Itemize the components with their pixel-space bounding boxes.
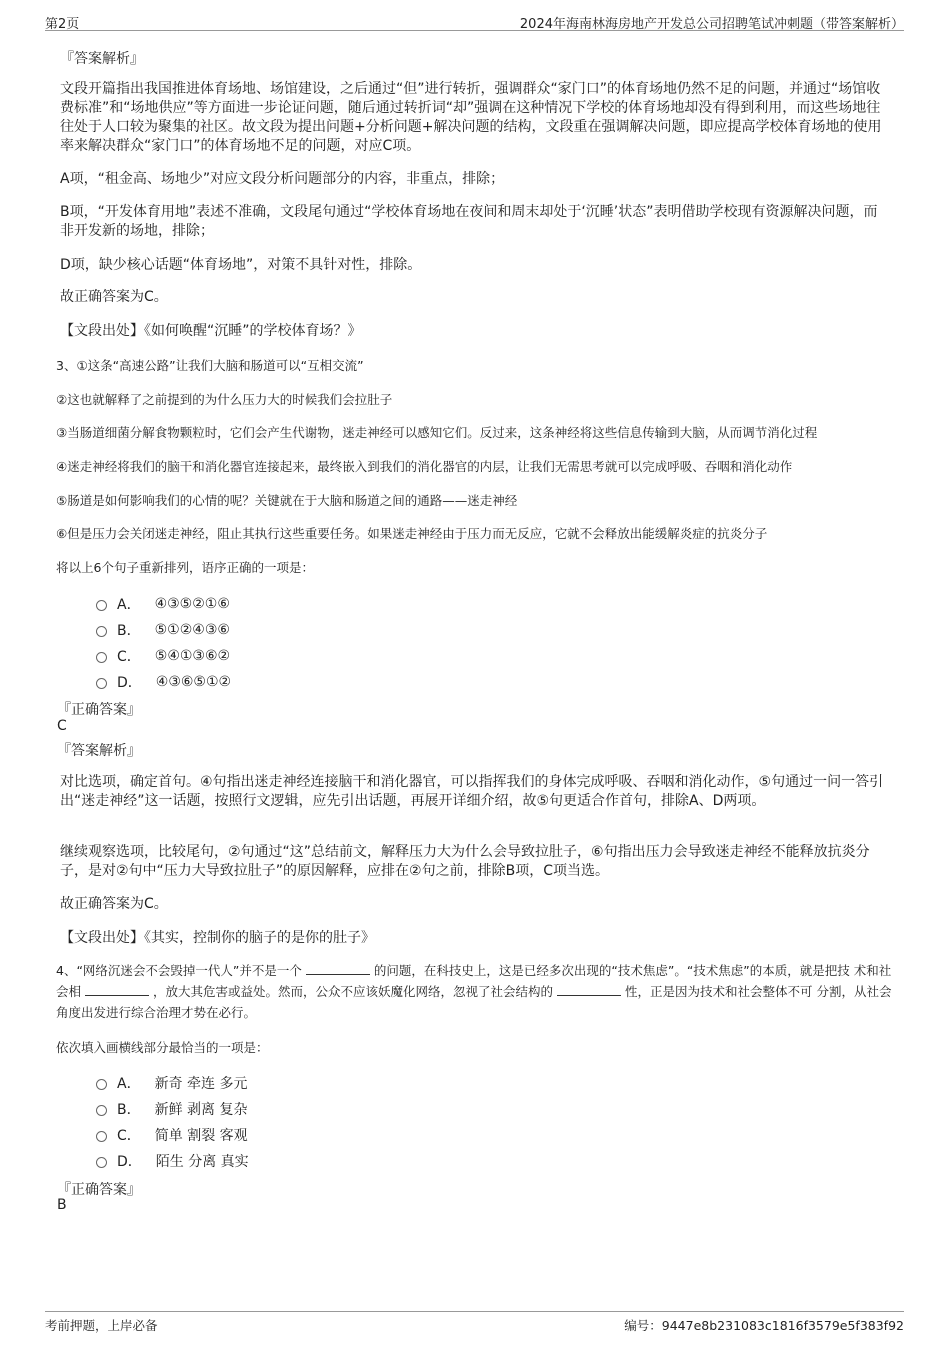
radio-icon[interactable] bbox=[96, 678, 107, 689]
analysis-paragraph: D项，缺少核心话题“体育场地”，对策不具针对性，排除。 bbox=[60, 257, 422, 273]
option-b[interactable]: B． 新鲜 剥离 复杂 bbox=[96, 1099, 248, 1119]
question-text: 4、“网络沉迷会不会毁掉一代人”并不是一个 的问题，在科技史上，这是已经多次出现的“技术焦虑”。“技术焦虑”的本质，就是把技 术和社会相 ，放大其危害或益处。然而，公众不应该妖魔化网络，忽视了社会结构的 性，正是因为技术和社会整体不可 分割，从社会角度出发进行综合治理才势在必行。 bbox=[56, 963, 892, 1020]
option-c[interactable]: C． ⑤④①③⑥② bbox=[96, 646, 230, 666]
page-number: 第2页 bbox=[45, 17, 80, 32]
question-prompt: 依次填入画横线部分最恰当的一项是： bbox=[56, 1040, 269, 1055]
blank-1 bbox=[306, 962, 370, 975]
radio-icon[interactable] bbox=[96, 1079, 107, 1090]
option-d[interactable]: D． 陌生 分离 真实 bbox=[96, 1151, 249, 1171]
radio-icon[interactable] bbox=[96, 1105, 107, 1116]
page-header bbox=[45, 8, 904, 31]
correct-answer: B bbox=[57, 1197, 67, 1213]
blank-2 bbox=[85, 983, 149, 996]
radio-icon[interactable] bbox=[96, 600, 107, 611]
analysis-paragraph: B项，“开发体育用地”表述不准确，文段尾句通过“学校体育场地在夜间和周末却处于‘沉睡’状态”表明借助学校现有资源解决问题，而非开发新的场地，排除； bbox=[60, 204, 878, 239]
option-a[interactable]: A． ④③⑤②①⑥ bbox=[96, 594, 230, 614]
analysis-paragraph: 文段开篇指出我国推进体育场地、场馆建设，之后通过“但”进行转折，强调群众“家门口”的体育场地仍然不足的问题，并通过“场馆收费标准”和“场地供应”等方面进一步论证问题，随后通过转折词“却”强调在这种情况下学校的体育场地却没有得到利用，而这些场地往往处于人口较为聚集的社区。故文段为提出问题+分析问题+解决问题的结构，文段重在强调解决问题，即应提高学校体育场地的使用率来解决群众“家门口”的体育场地不足的问题，对应C项。 bbox=[60, 81, 882, 154]
sentence-4: ④迷走神经将我们的脑干和消化器官连接起来，最终嵌入到我们的消化器官的内层，让我们无需思考就可以完成呼吸、吞咽和消化动作 bbox=[56, 459, 793, 474]
analysis-conclusion: 故正确答案为C。 bbox=[60, 289, 168, 305]
footer-slogan: 考前押题，上岸必备 bbox=[45, 1318, 158, 1333]
option-b[interactable]: B． ⑤①②④③⑥ bbox=[96, 620, 230, 640]
sentence-6: ⑥但是压力会关闭迷走神经，阻止其执行这些重要任务。如果迷走神经由于压力而无反应，它就不会释放出能缓解炎症的抗炎分子 bbox=[56, 526, 768, 541]
sentence-1: 3、①这条“高速公路”让我们大脑和肠道可以“互相交流” bbox=[56, 358, 364, 373]
option-c[interactable]: C． 简单 割裂 客观 bbox=[96, 1125, 248, 1145]
blank-3 bbox=[557, 983, 621, 996]
option-a[interactable]: A． 新奇 牵连 多元 bbox=[96, 1073, 247, 1093]
radio-icon[interactable] bbox=[96, 1131, 107, 1142]
question-prompt: 将以上6个句子重新排列，语序正确的一项是： bbox=[56, 560, 314, 575]
radio-icon[interactable] bbox=[96, 626, 107, 637]
document-id: 编号：9447e8b231083c1816f3579e5f383f92 bbox=[624, 1318, 904, 1333]
correct-answer: C bbox=[57, 718, 67, 734]
radio-icon[interactable] bbox=[96, 1157, 107, 1168]
sentence-2: ②这也就解释了之前提到的为什么压力大的时候我们会拉肚子 bbox=[56, 392, 393, 407]
source-citation: 【文段出处】《如何唤醒“沉睡”的学校体育场？》 bbox=[60, 323, 362, 339]
option-d[interactable]: D． ④③⑥⑤①② bbox=[96, 672, 231, 692]
sentence-3: ③当肠道细菌分解食物颗粒时，它们会产生代谢物，迷走神经可以感知它们。反过来，这条神经将这些信息传输到大脑，从而调节消化过程 bbox=[56, 425, 818, 440]
analysis-paragraph: 继续观察选项，比较尾句，②句通过“这”总结前文，解释压力大为什么会导致拉肚子，⑥句指出压力会导致迷走神经不能释放抗炎分子，是对②句中“压力大导致拉肚子”的原因解释，应排在②句之前，排除B项，C项当选。 bbox=[60, 844, 870, 879]
page-footer bbox=[45, 1311, 904, 1338]
sentence-5: ⑤肠道是如何影响我们的心情的呢？关键就在于大脑和肠道之间的通路——迷走神经 bbox=[56, 493, 518, 508]
document-title: 2024年海南林海房地产开发总公司招聘笔试冲刺题（带答案解析） bbox=[519, 17, 904, 32]
radio-icon[interactable] bbox=[96, 652, 107, 663]
correct-answer-label: 『正确答案』 bbox=[57, 1182, 141, 1198]
analysis-conclusion: 故正确答案为C。 bbox=[60, 896, 168, 912]
source-citation: 【文段出处】《其实，控制你的脑子的是你的肚子》 bbox=[60, 930, 375, 946]
correct-answer-label: 『正确答案』 bbox=[57, 702, 141, 718]
analysis-label: 『答案解析』 bbox=[60, 51, 144, 67]
analysis-paragraph: 对比选项，确定首句。④句指出迷走神经连接脑干和消化器官，可以指挥我们的身体完成呼吸、吞咽和消化动作，⑤句通过一问一答引出“迷走神经”这一话题，按照行文逻辑，应先引出话题，再展开详细介绍，故⑤句更适合作首句，排除A、D两项。 bbox=[60, 774, 884, 809]
analysis-label: 『答案解析』 bbox=[57, 743, 141, 759]
analysis-paragraph: A项，“租金高、场地少”对应文段分析问题部分的内容，非重点，排除； bbox=[60, 171, 505, 187]
